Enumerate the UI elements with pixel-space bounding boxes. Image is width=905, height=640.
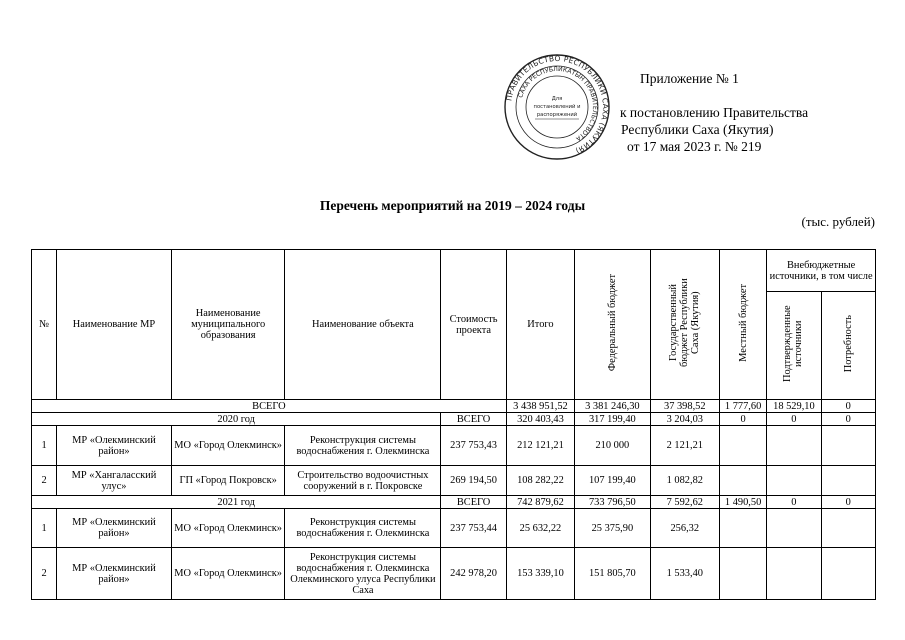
row-confirmed — [767, 426, 821, 466]
row-confirmed — [767, 509, 821, 548]
grand-total-local: 1 777,60 — [719, 400, 766, 413]
row-federal: 107 199,40 — [575, 466, 650, 496]
row-mr: МР «Олекминский район» — [57, 426, 172, 466]
row-cost: 237 753,43 — [441, 426, 506, 466]
appendix-number: Приложение № 1 — [640, 71, 739, 86]
year-total-confirmed: 0 — [767, 413, 821, 426]
row-need — [821, 466, 875, 496]
year-total-cost: 742 879,62 — [506, 496, 574, 509]
seal-center-line-3: распоряжений — [536, 112, 578, 118]
year-total-need: 0 — [821, 413, 875, 426]
row-local — [719, 509, 766, 548]
header-confirmed: Подтвержденные источники — [767, 292, 821, 400]
row-mr: МР «Хангаласский улус» — [57, 466, 172, 496]
row-need — [821, 548, 875, 600]
table-row — [32, 466, 876, 496]
year-total-cost: 320 403,43 — [506, 413, 574, 426]
year-total-federal: 733 796,50 — [575, 496, 650, 509]
header-object: Наименование объекта — [285, 250, 441, 400]
row-mr: МР «Олекминский район» — [57, 548, 172, 600]
row-cost: 237 753,44 — [441, 509, 506, 548]
year-label: 2021 год — [32, 496, 441, 509]
year-label: 2020 год — [32, 413, 441, 426]
year-total-state: 7 592,62 — [650, 496, 719, 509]
row-num: 1 — [32, 509, 57, 548]
header-need: Потребность — [821, 292, 875, 400]
row-cost: 269 194,50 — [441, 466, 506, 496]
row-state: 2 121,21 — [650, 426, 719, 466]
row-total: 108 282,22 — [506, 466, 574, 496]
row-mo: ГП «Город Покровск» — [171, 466, 285, 496]
table-row — [32, 509, 876, 548]
row-state: 1 533,40 — [650, 548, 719, 600]
row-local — [719, 426, 766, 466]
row-cost: 242 978,20 — [441, 548, 506, 600]
header-state: Государственный бюджет Республики Саха (Якутия) — [650, 250, 719, 400]
header-local: Местный бюджет — [719, 250, 766, 400]
header-mr: Наименование МР — [57, 250, 172, 400]
row-federal: 210 000 — [575, 426, 650, 466]
row-num: 2 — [32, 466, 57, 496]
grand-total-state: 37 398,52 — [650, 400, 719, 413]
row-mr: МР «Олекминский район» — [57, 509, 172, 548]
row-total: 153 339,10 — [506, 548, 574, 600]
seal-center-line-2: постановлений и — [533, 104, 581, 110]
header-federal: Федеральный бюджет — [575, 250, 650, 400]
table-header-row — [32, 250, 876, 292]
table-row — [32, 426, 876, 466]
header-extra: Внебюджетные источники, в том числе — [767, 250, 876, 292]
year-total-label: ВСЕГО — [441, 413, 506, 426]
row-local — [719, 466, 766, 496]
units-label: (тыс. рублей) — [801, 214, 875, 229]
row-num: 1 — [32, 426, 57, 466]
row-mo: МО «Город Олекминск» — [171, 426, 285, 466]
row-total: 25 632,22 — [506, 509, 574, 548]
row-need — [821, 426, 875, 466]
appendix-line-2: к постановлению Правительства — [620, 105, 809, 120]
year-total-need: 0 — [821, 496, 875, 509]
year-total-state: 3 204,03 — [650, 413, 719, 426]
row-local — [719, 548, 766, 600]
row-federal: 25 375,90 — [575, 509, 650, 548]
grand-total-label: ВСЕГО — [32, 400, 507, 413]
seal-center-line-1: Для — [551, 96, 563, 102]
year-total-row — [32, 413, 876, 426]
year-total-federal: 317 199,40 — [575, 413, 650, 426]
grand-total-need: 0 — [821, 400, 875, 413]
row-need — [821, 509, 875, 548]
grand-total-confirmed: 18 529,10 — [767, 400, 821, 413]
row-num: 2 — [32, 548, 57, 600]
header-total: Итого — [506, 250, 574, 400]
year-total-local: 0 — [719, 413, 766, 426]
seal-inner-text: САХА РЕСПУБЛИКАТЫН ПРАВИТЕЛЬСТВОТА — [517, 65, 599, 143]
appendix-line-3: Республики Саха (Якутия) — [621, 122, 774, 137]
grand-total-total: 3 438 951,52 — [506, 400, 574, 413]
row-object: Строительство водоочистных сооружений в г. Покровске — [285, 466, 441, 496]
table-row — [32, 548, 876, 600]
row-federal: 151 805,70 — [575, 548, 650, 600]
header-mo: Наименование муниципального образования — [171, 250, 285, 400]
row-confirmed — [767, 548, 821, 600]
measures-table — [31, 249, 876, 600]
row-confirmed — [767, 466, 821, 496]
row-object: Реконструкция системы водоснабжения г. Олекминска — [285, 426, 441, 466]
row-state: 256,32 — [650, 509, 719, 548]
year-total-local: 1 490,50 — [719, 496, 766, 509]
year-total-row — [32, 496, 876, 509]
year-total-label: ВСЕГО — [441, 496, 506, 509]
header-num: № — [32, 250, 57, 400]
seal-outer-text: ПРАВИТЕЛЬСТВО РЕСПУБЛИКИ САХА (ЯКУТИЯ) — [504, 53, 611, 156]
official-seal — [503, 53, 611, 161]
grand-total-federal: 3 381 246,30 — [575, 400, 650, 413]
row-mo: МО «Город Олекминск» — [171, 509, 285, 548]
row-mo: МО «Город Олекминск» — [171, 548, 285, 600]
row-total: 212 121,21 — [506, 426, 574, 466]
row-state: 1 082,82 — [650, 466, 719, 496]
row-object: Реконструкция системы водоснабжения г. Олекминска Олекминского улуса Республики Саха — [285, 548, 441, 600]
year-total-confirmed: 0 — [767, 496, 821, 509]
row-object: Реконструкция системы водоснабжения г. Олекминска — [285, 509, 441, 548]
document-title: Перечень мероприятий на 2019 – 2024 годы — [319, 198, 586, 213]
appendix-line-4: от 17 мая 2023 г. № 219 — [627, 139, 762, 154]
grand-total-row — [32, 400, 876, 413]
header-cost: Стоимость проекта — [441, 250, 506, 400]
